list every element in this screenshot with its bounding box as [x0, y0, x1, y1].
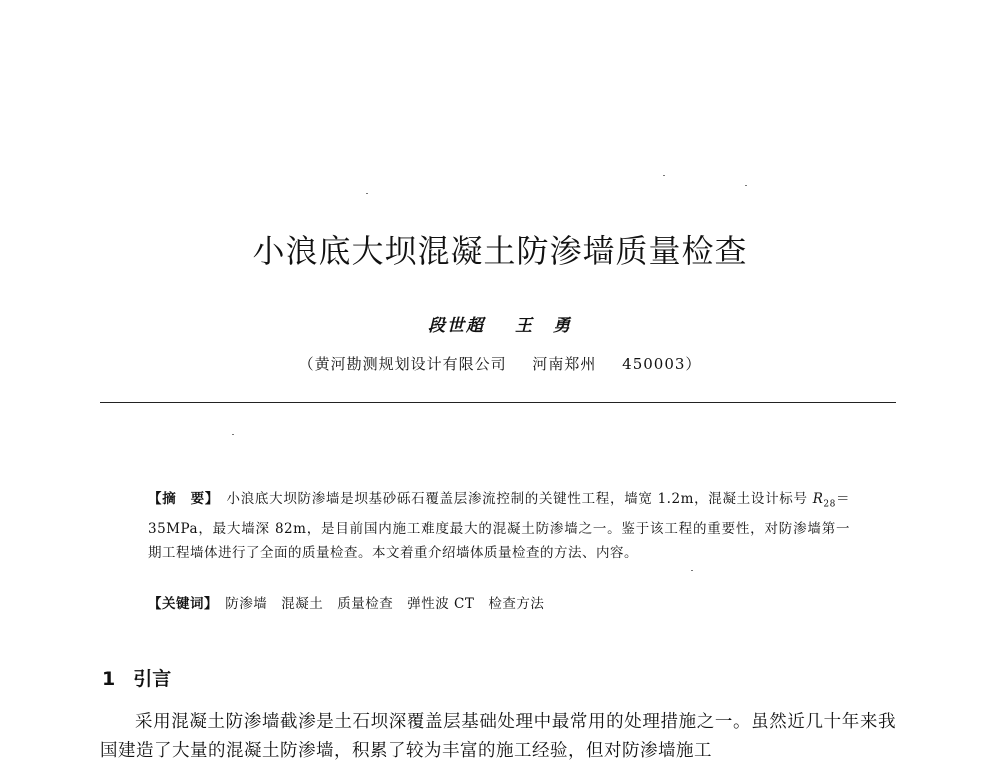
keywords	[148, 592, 850, 616]
section-number: 1	[102, 668, 116, 690]
abstract-text: 小浪底大坝防渗墙是坝基砂砾石覆盖层渗流控制的关键性工程，墙宽 1.2m，混凝土设计标号	[226, 491, 813, 507]
paper-title: 小浪底大坝混凝土防渗墙质量检查	[252, 232, 748, 270]
author-list	[0, 311, 1000, 336]
section-heading	[102, 664, 171, 691]
scan-speck	[366, 193, 368, 194]
keyword: 混凝土	[281, 596, 324, 612]
header-divider	[100, 402, 896, 403]
abstract-variable: R	[812, 491, 824, 507]
abstract	[148, 487, 850, 565]
abstract-label: 【摘 要】	[148, 491, 213, 507]
affiliation-city: 河南郑州	[532, 355, 597, 373]
author-name: 王 勇	[514, 316, 572, 336]
body-paragraph: 采用混凝土防渗墙截渗是土石坝深覆盖层基础处理中最常用的处理措施之一。虽然近几十年来我国建造了大量的混凝土防渗墙，积累了较为丰富的施工经验，但对防渗墙施工	[100, 712, 896, 761]
abstract-subscript: 28	[823, 499, 836, 510]
scan-speck	[232, 434, 234, 435]
affiliation	[0, 353, 1000, 374]
scan-speck	[691, 570, 693, 571]
affiliation-org: （黄河勘测规划设计有限公司	[298, 355, 507, 373]
affiliation-zip: 450003）	[622, 355, 702, 373]
keyword: 防渗墙	[225, 596, 268, 612]
keyword: 弹性波 CT	[407, 596, 475, 612]
section-title: 引言	[133, 668, 172, 690]
keyword: 检查方法	[488, 596, 545, 612]
scan-speck	[663, 175, 665, 176]
author-name: 段世超	[428, 316, 486, 336]
keyword: 质量检查	[337, 596, 394, 612]
scan-speck	[745, 185, 747, 186]
abstract-text: ＝35MPa，最大墙深 82m，是目前国内施工难度最大的混凝土防渗墙之一。鉴于该工程的重要性，对防渗墙第一期工程墙体进行了全面的质量检查。本文着重介绍墙体质量检查的方法、内容。	[148, 491, 851, 561]
keywords-label: 【关键词】	[148, 596, 212, 612]
